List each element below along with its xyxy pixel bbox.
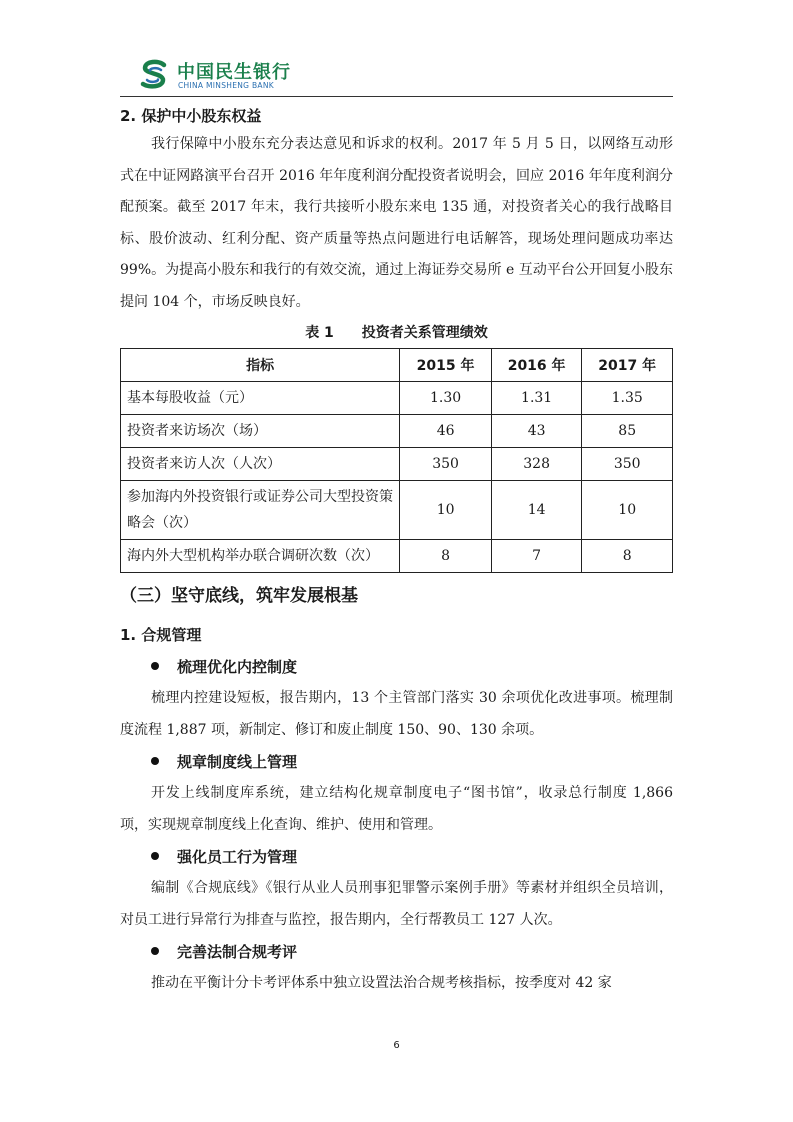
table-header-cell: 2016 年	[491, 349, 582, 382]
bullet-paragraph: 编制《合规底线》《银行从业人员刑事犯罪警示案例手册》等素材并组织全员培训，对员工进行异常行为排查与监控，报告期内，全行帮教员工 127 人次。	[120, 880, 673, 928]
bullet-paragraph: 推动在平衡计分卡考评体系中独立设置法治合规考核指标，按季度对 42 家	[151, 975, 612, 991]
cell-value: 46	[400, 415, 492, 448]
row-label: 海内外大型机构举办联合调研次数（次）	[121, 540, 400, 573]
bullet-heading	[120, 936, 673, 968]
section-paragraph: 我行保障中小股东充分表达意见和诉求的权利。2017 年 5 月 5 日，以网络互动形式在中证网路演平台召开 2016 年年度利润分配投资者说明会，回应 2016 年年度利润分配预案。截至 2017 年末，我行共接听小股东来电 135 通，对投资者关心的我行战略目标、股价波动、红利分配、资产质量等热点问题进行电话解答，现场处理问题成功率达 99%。为提高小股东和我行的有效交流，通过上海证券交易所 e 互动平台公开回复小股东提问 104 个，市场反映良好。	[120, 136, 673, 310]
bullet-title: 强化员工行为管理	[177, 848, 298, 866]
bullet-paragraph: 开发上线制度库系统，建立结构化规章制度电子“图书馆”，收录总行制度 1,866 项，实现规章制度线上化查询、维护、使用和管理。	[120, 785, 673, 833]
cell-value: 43	[491, 415, 582, 448]
table-row	[121, 540, 673, 573]
bullet-icon	[151, 757, 159, 765]
cell-value: 1.31	[491, 382, 582, 415]
row-label: 参加海内外投资银行或证券公司大型投资策略会（次）	[121, 481, 400, 540]
bank-logo	[137, 58, 307, 92]
page-number: 6	[393, 1040, 400, 1051]
section-heading: 2. 保护中小股东权益	[120, 107, 262, 125]
bullet-title: 完善法制合规考评	[177, 943, 298, 961]
table-row	[121, 382, 673, 415]
page-content	[120, 103, 673, 1000]
table-header-cell: 2015 年	[400, 349, 492, 382]
cell-value: 7	[491, 540, 582, 573]
bullet-icon	[151, 852, 159, 860]
table-row	[121, 415, 673, 448]
cell-value: 85	[582, 415, 673, 448]
table-row	[121, 448, 673, 481]
bullet-paragraph: 梳理内控建设短板，报告期内，13 个主管部门落实 30 余项优化改进事项。梳理制度流程 1,887 项，新制定、修订和废止制度 150、90、130 余项。	[120, 690, 673, 738]
bullet-heading	[120, 651, 673, 683]
bank-name-cn: 中国民生银行	[177, 62, 291, 83]
bullet-title: 规章制度线上管理	[177, 753, 298, 771]
table-row	[121, 481, 673, 540]
bullet-heading	[120, 841, 673, 873]
row-label: 投资者来访人次（人次）	[121, 448, 400, 481]
cell-value: 1.30	[400, 382, 492, 415]
cell-value: 8	[582, 540, 673, 573]
chapter-heading: （三）坚守底线，筑牢发展根基	[120, 586, 358, 606]
cell-value: 1.35	[582, 382, 673, 415]
row-label: 基本每股收益（元）	[121, 382, 400, 415]
bullet-icon	[151, 662, 159, 670]
cell-value: 8	[400, 540, 492, 573]
cell-value: 10	[400, 481, 492, 540]
cell-value: 14	[491, 481, 582, 540]
table-header-cell: 指标	[121, 349, 400, 382]
bullet-heading	[120, 746, 673, 778]
row-label: 投资者来访场次（场）	[121, 415, 400, 448]
bank-name-en: CHINA MINSHENG BANK	[178, 81, 274, 90]
table-header-row	[121, 349, 673, 382]
bullet-icon	[151, 947, 159, 955]
cell-value: 10	[582, 481, 673, 540]
sub-heading: 1. 合规管理	[120, 626, 202, 644]
bullet-title: 梳理优化内控制度	[177, 658, 298, 676]
cell-value: 350	[582, 448, 673, 481]
page-header	[120, 52, 673, 97]
cell-value: 328	[491, 448, 582, 481]
table-header-cell: 2017 年	[582, 349, 673, 382]
minsheng-logo-icon	[137, 58, 171, 92]
investor-relations-table	[120, 348, 673, 573]
cell-value: 350	[400, 448, 492, 481]
table-caption: 表 1 投资者关系管理绩效	[305, 325, 488, 341]
